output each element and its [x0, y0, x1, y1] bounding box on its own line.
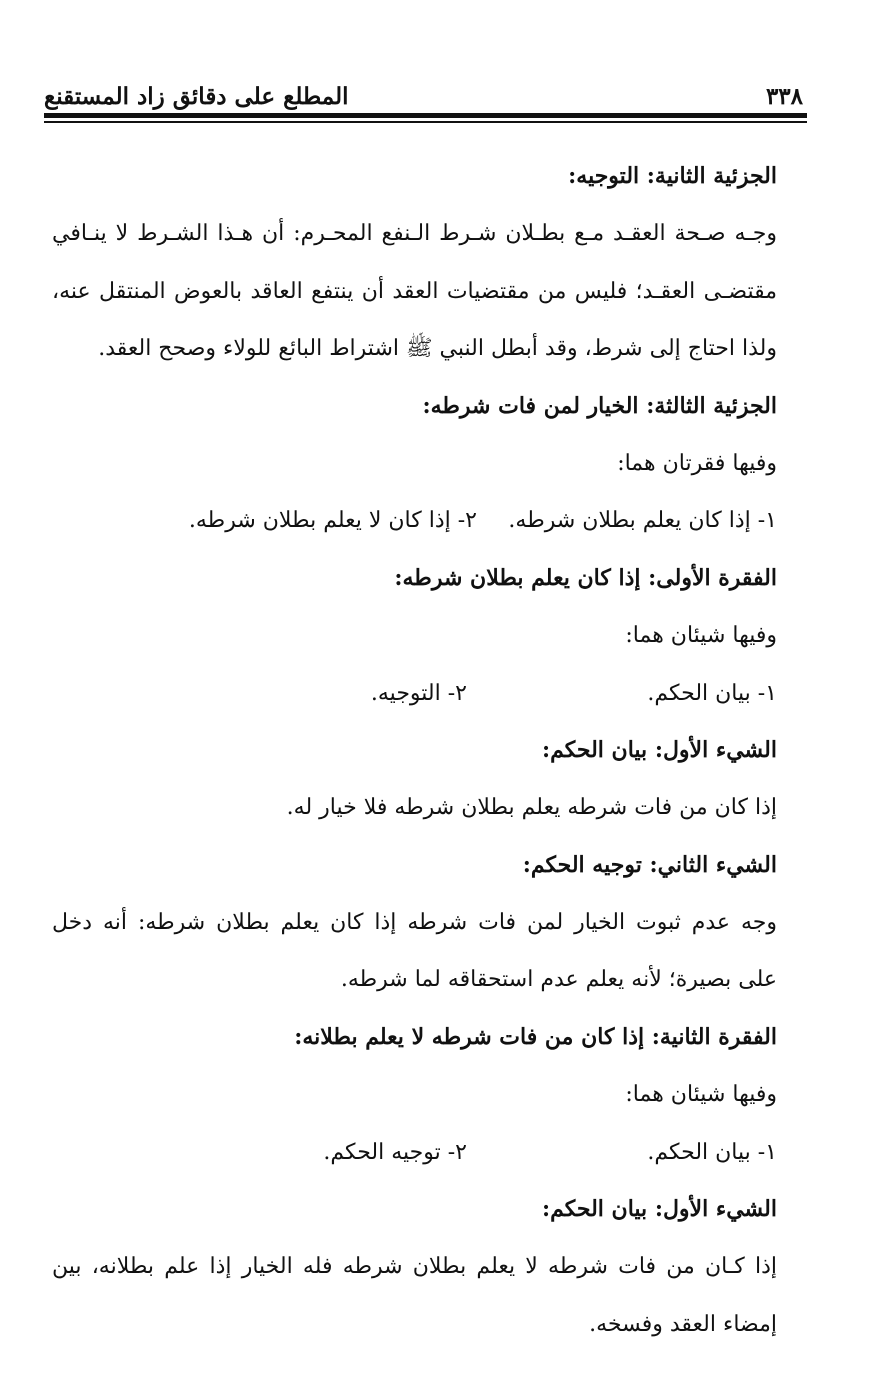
subsection-heading: الفقرة الأولى: إذا كان يعلم بطلان شرطه: [394, 564, 777, 591]
list-item: ٢- إذا كان لا يعلم بطلان شرطه. [188, 508, 477, 534]
item-heading: الشيء الأول: بيان الحكم: [541, 736, 777, 763]
list-item: ١- بيان الحكم. [647, 1139, 777, 1165]
paragraph-line: وفيها شيئان هما: [625, 623, 777, 649]
page-body [52, 148, 777, 1353]
list-row [52, 665, 777, 722]
list-item: ٢- توجيه الحكم. [323, 1139, 467, 1165]
subsection-heading: الفقرة الثانية: إذا كان من فات شرطه لا يعلم بطلانه: [294, 1023, 777, 1050]
paragraph-line: وجـه صـحة العقـد مـع بطـلان شـرط الـنفع المحـرم: أن هـذا الشـرط لا ينـافي [52, 221, 777, 247]
paragraph-line: وفيها فقرتان هما: [617, 450, 777, 476]
list-item: ١- إذا كان يعلم بطلان شرطه. [508, 508, 777, 534]
list-row [52, 1124, 777, 1181]
section-heading: الجزئية الثانية: التوجيه: [568, 163, 777, 189]
paragraph-line: على بصيرة؛ لأنه يعلم عدم استحقاقه لما شرطه. [340, 967, 777, 993]
header-rule-thin [44, 121, 807, 123]
paragraph-line: إذا كـان من فات شرطه لا يعلم بطلان شرطه فله الخيار إذا علم بطلانه، بين [52, 1254, 777, 1280]
list-item: ١- بيان الحكم. [647, 680, 777, 706]
book-title: المطلع على دقائق زاد المستقنع [44, 83, 349, 110]
header-rule-thick [44, 113, 807, 118]
paragraph-line: مقتضـى العقـد؛ فليس من مقتضيات العقد أن ينتفع العاقد بالعوض المنتقل عنه، [52, 278, 777, 304]
paragraph-line: وجه عدم ثبوت الخيار لمن فات شرطه إذا كان يعلم بطلان شرطه: أنه دخل [52, 910, 777, 936]
item-heading: الشيء الأول: بيان الحكم: [541, 1196, 777, 1223]
section-heading: الجزئية الثالثة: الخيار لمن فات شرطه: [422, 392, 777, 419]
page-header [44, 72, 803, 112]
page-number: ٣٣٨ [765, 83, 803, 110]
list-item: ٢- التوجيه. [370, 680, 467, 706]
paragraph-line: وفيها شيئان هما: [625, 1082, 777, 1108]
paragraph-line: ولذا احتاج إلى شرط، وقد أبطل النبي ﷺ اشتراط البائع للولاء وصحح العقد. [98, 336, 777, 362]
item-heading: الشيء الثاني: توجيه الحكم: [522, 851, 777, 878]
paragraph-line: إذا كان من فات شرطه يعلم بطلان شرطه فلا خيار له. [286, 795, 777, 821]
list-row [52, 492, 777, 549]
paragraph-line: إمضاء العقد وفسخه. [589, 1311, 777, 1337]
